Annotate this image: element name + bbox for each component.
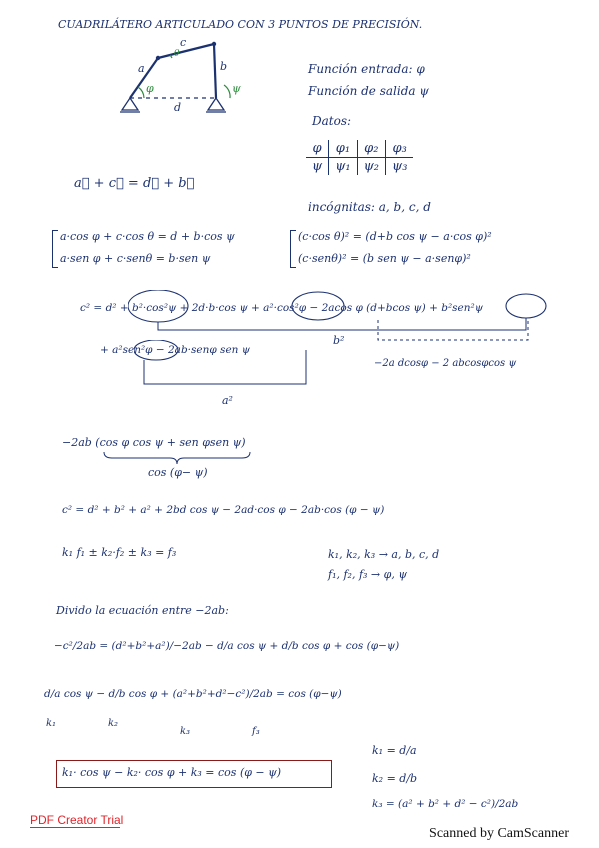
grouped-term: −2ab (cos φ cos ψ + sen φsen ψ) [62, 436, 246, 449]
k3-tag: k₃ [180, 726, 191, 737]
expanded-equation: c² = d² + b²·cos²ψ + 2d·b·cos ψ + a²·cos²φ − 2acos φ (d+bcos ψ) + b²sen²ψ [80, 302, 483, 314]
squared-eq-1: (c·cos θ)² = (d+b cos ψ − a·cos φ)² [298, 230, 492, 243]
grouped-result: cos (φ− ψ) [148, 466, 208, 479]
label-psi: ψ [232, 82, 241, 95]
vector-equation: a⃗ + c⃗ = d⃗ + b⃗ [74, 176, 195, 191]
underbrace [102, 450, 252, 466]
k3-definition: k₃ = (a² + b² + d² − c²)/2ab [372, 798, 519, 810]
table-cell: φ [306, 140, 329, 158]
table-cell: φ₂ [357, 140, 385, 158]
k-mapping-2: f₁, f₂, f₃ → φ, ψ [328, 568, 407, 581]
label-phi: φ [146, 82, 154, 95]
table-cell: ψ₃ [386, 158, 414, 176]
pdf-creator-watermark: PDF Creator Trial [30, 813, 124, 827]
expanded-equation-continued: + a²sen²φ − 2ab·senφ sen ψ [100, 344, 250, 356]
k-equation: d/a cos ψ − d/b cos φ + (a²+b²+d²−c²)/2ab = cos (φ−ψ) [44, 688, 342, 700]
unknowns: incógnitas: a, b, c, d [308, 200, 431, 214]
system-brace [52, 230, 58, 268]
full-equation: c² = d² + b² + a² + 2bd cos ψ − 2ad·cos φ − 2ab·cos (φ − ψ) [62, 504, 385, 516]
a-squared-label: a² [222, 394, 233, 407]
system-eq-1: a·cos φ + c·cos θ = d + b·cos ψ [60, 230, 235, 243]
cross-term-label: −2a dcosφ − 2 abcosφcos ψ [374, 358, 517, 369]
four-bar-linkage-diagram [118, 36, 248, 126]
table-cell: ψ₁ [329, 158, 357, 176]
k1-tag: k₁ [46, 718, 57, 729]
table-cell: ψ [306, 158, 329, 176]
k-form-equation: k₁ f₁ ± k₂·f₂ ± k₃ = f₃ [62, 546, 177, 559]
system-eq-2: a·sen φ + c·senθ = b·sen ψ [60, 252, 211, 265]
data-table [306, 140, 413, 175]
squared-eq-2: (c·senθ)² = (b sen ψ − a·senφ)² [298, 252, 471, 265]
k-mapping-1: k₁, k₂, k₃ → a, b, c, d [328, 548, 440, 561]
label-d: d [174, 101, 182, 114]
table-cell: φ₁ [329, 140, 357, 158]
table-cell: φ₃ [386, 140, 414, 158]
label-c: c [180, 36, 187, 49]
label-b: b [220, 60, 228, 73]
divide-note: Divido la ecuación entre −2ab: [56, 604, 229, 617]
k1-definition: k₁ = d/a [372, 744, 417, 757]
page-title: CUADRILÁTERO ARTICULADO CON 3 PUNTOS DE PRECISIÓN. [58, 18, 423, 31]
label-theta: θ [174, 49, 180, 59]
squared-brace [290, 230, 296, 268]
final-equation: k₁· cos ψ − k₂· cos φ + k₃ = cos (φ − ψ) [62, 766, 282, 779]
f3-tag: f₃ [252, 726, 260, 737]
trial-underline [30, 827, 120, 828]
divided-equation: −c²/2ab = (d²+b²+a²)/−2ab − d/a cos ψ + d/b cos φ + cos (φ−ψ) [54, 640, 400, 652]
input-function: Función entrada: φ [308, 62, 425, 76]
data-label: Datos: [312, 114, 352, 128]
a-squared-bracket [134, 340, 314, 390]
b-squared-label: b² [333, 334, 345, 347]
label-a: a [138, 62, 145, 75]
k2-tag: k₂ [108, 718, 119, 729]
table-cell: ψ₂ [357, 158, 385, 176]
camscanner-watermark: Scanned by CamScanner [429, 826, 569, 841]
k2-definition: k₂ = d/b [372, 772, 418, 785]
output-function: Función de salida ψ [308, 84, 429, 98]
